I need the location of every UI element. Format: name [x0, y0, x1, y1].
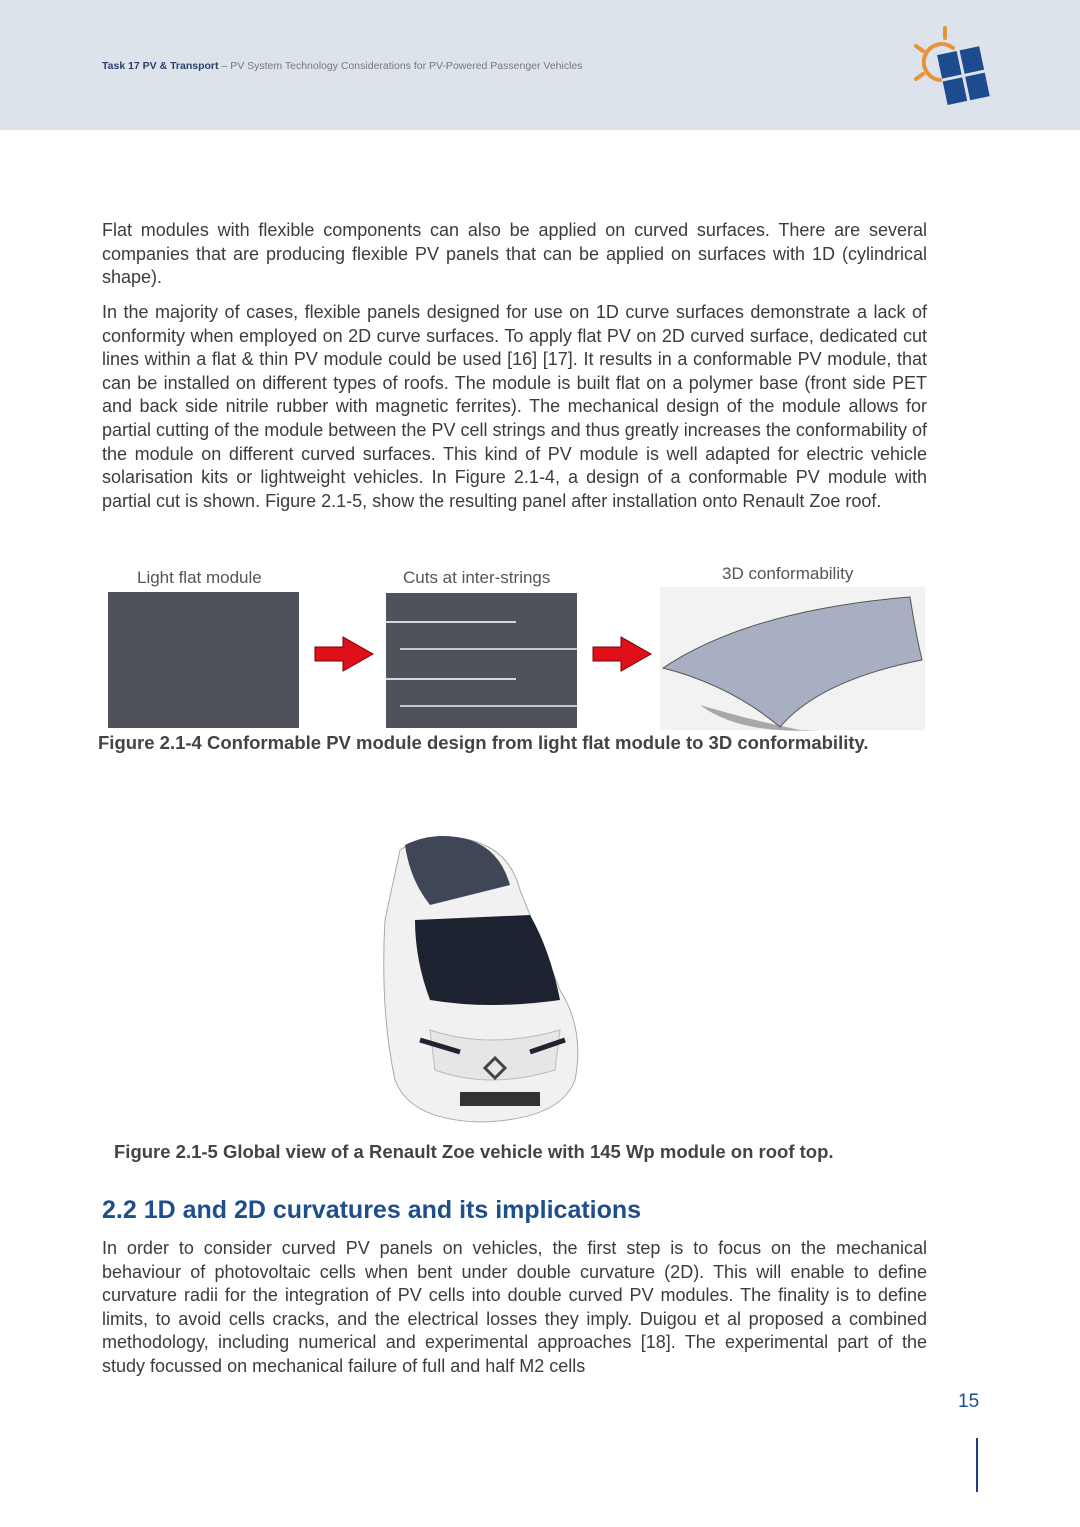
section-paragraph: In order to consider curved PV panels on vehicles, the first step is to focus on the mechanical behaviour of photovoltaic cells when bent under double curvature (2D). This will enable to define curvature radii for the integration of PV cells into double curved PV modules. The finality is to define limits, to avoid cells cracks, and the electrical losses they imply. Duigou et al proposed a combined methodology, including numerical and experimental approaches [18]. The experimental part of the study focussed on mechanical failure of full and half M2 cells [102, 1238, 927, 1376]
figure-label-3d: 3D conformability [722, 564, 854, 583]
arrow-icon [593, 637, 651, 671]
curved-module-image [660, 587, 925, 731]
cut-module-image [386, 593, 577, 728]
figure-conformable-module [100, 585, 930, 733]
paragraph-1: Flat modules with flexible components can also be applied on curved surfaces. There are several companies that are producing flexible PV panels that can be applied on surfaces with 1D (cylindrical shape). [102, 220, 927, 288]
figure-caption-2-1-4: Figure 2.1-4 Conformable PV module design from light flat module to 3D conformability. [98, 732, 869, 753]
header-text [102, 60, 583, 72]
page-number: 15 [958, 1391, 980, 1412]
figure-label-cuts: Cuts at inter-strings [403, 568, 551, 587]
paragraph-2: In the majority of cases, flexible panels designed for use on 1D curve surfaces demonstrate a lack of conformity when employed on 2D curve surfaces. To apply flat PV on 2D curved surface, dedicated cut lines within a flat & thin PV module could be used [16] [17]. It results in a conformable PV module, that can be installed on different types of roofs. The module is built flat on a polymer base (front side PET and back side nitrile rubber with magnetic ferrites). The mechanical design of the module allows for partial cutting of the module between the PV cell strings and thus greatly increases the conformability of the module on different curved surfaces. This kind of PV module is well adapted for electric vehicle solarisation kits or lightweight vehicles. In Figure 2.1-4, a design of a conformable PV module with partial cut is shown. Figure 2.1-5, show the resulting panel after installation onto Renault Zoe roof. [102, 302, 927, 511]
section-heading: 2.2 1D and 2D curvatures and its implications [102, 1196, 642, 1224]
arrow-icon [315, 637, 373, 671]
page-header [0, 0, 1080, 130]
header-title: – PV System Technology Considerations for PV-Powered Passenger Vehicles [218, 60, 583, 72]
figure-label-flat: Light flat module [137, 568, 262, 587]
figure-caption-2-1-5: Figure 2.1-5 Global view of a Renault Zoe vehicle with 145 Wp module on roof top. [114, 1141, 834, 1162]
footer-divider [976, 1438, 978, 1492]
flat-module-image [108, 592, 299, 728]
sun-pv-logo-icon [908, 24, 1003, 114]
renault-zoe-car-image [360, 830, 590, 1130]
header-task: Task 17 PV & Transport [102, 60, 219, 72]
